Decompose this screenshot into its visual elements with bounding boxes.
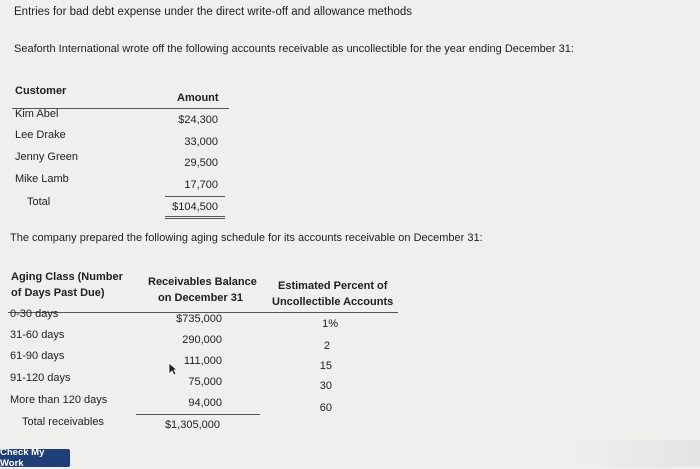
amount-cell: 17,700 <box>184 179 218 191</box>
aging-class-header: Aging Class (Number <box>11 271 123 283</box>
percent-cell: 1% <box>322 318 338 330</box>
balance-cell: 75,000 <box>188 376 222 388</box>
customer-cell: Lee Drake <box>15 129 66 141</box>
percent-cell: 60 <box>319 402 332 414</box>
balance-cell: 290,000 <box>182 334 222 346</box>
total-receivables-label: Total receivables <box>22 416 104 428</box>
total-divider <box>165 196 225 197</box>
percent-header: Uncollectible Accounts <box>272 296 394 308</box>
customer-cell: Mike Lamb <box>15 173 69 185</box>
total-receivables-amount: $1,305,000 <box>164 419 220 431</box>
balance-cell: 111,000 <box>183 355 222 367</box>
screen-glare <box>570 440 700 467</box>
customer-header: Customer <box>15 85 67 97</box>
problem-title: Entries for bad debt expense under the direct write-off and allowance methods <box>14 6 413 18</box>
aging-class-cell: 91-120 days <box>10 372 71 384</box>
amount-header: Amount <box>177 92 219 104</box>
total-double-line <box>165 216 225 217</box>
mouse-cursor-icon <box>168 362 178 376</box>
check-my-work-button[interactable]: Check My Work <box>0 449 70 467</box>
aging-class-cell: 31-60 days <box>10 329 65 341</box>
amount-cell: $24,300 <box>178 114 218 126</box>
aging-class-cell: 0-30 days <box>10 308 59 320</box>
total-amount: $104,500 <box>172 201 218 213</box>
customer-cell: Kim Abel <box>15 108 59 120</box>
balance-header: Receivables Balance <box>148 276 257 288</box>
percent-cell: 2 <box>323 340 330 352</box>
balance-header: on December 31 <box>158 292 243 304</box>
total-divider <box>136 414 260 415</box>
percent-cell: 15 <box>319 360 332 372</box>
aging-class-header: of Days Past Due) <box>11 287 105 299</box>
total-label: Total <box>27 196 51 208</box>
total-double-line <box>165 218 225 219</box>
amount-cell: 33,000 <box>184 136 218 148</box>
amount-cell: 29,500 <box>184 157 218 169</box>
aging-intro: The company prepared the following aging schedule for its accounts receivable on December 31: <box>10 232 483 244</box>
aging-class-cell: 61-90 days <box>10 350 65 362</box>
balance-cell: $735,000 <box>176 313 222 325</box>
percent-header: Estimated Percent of <box>278 280 388 292</box>
aging-class-cell: More than 120 days <box>10 394 108 406</box>
problem-intro: Seaforth International wrote off the following accounts receivable as uncollectible for the year ending December 31: <box>14 43 574 55</box>
percent-cell: 30 <box>319 380 332 392</box>
customer-cell: Jenny Green <box>15 151 78 163</box>
balance-cell: 94,000 <box>188 397 222 409</box>
